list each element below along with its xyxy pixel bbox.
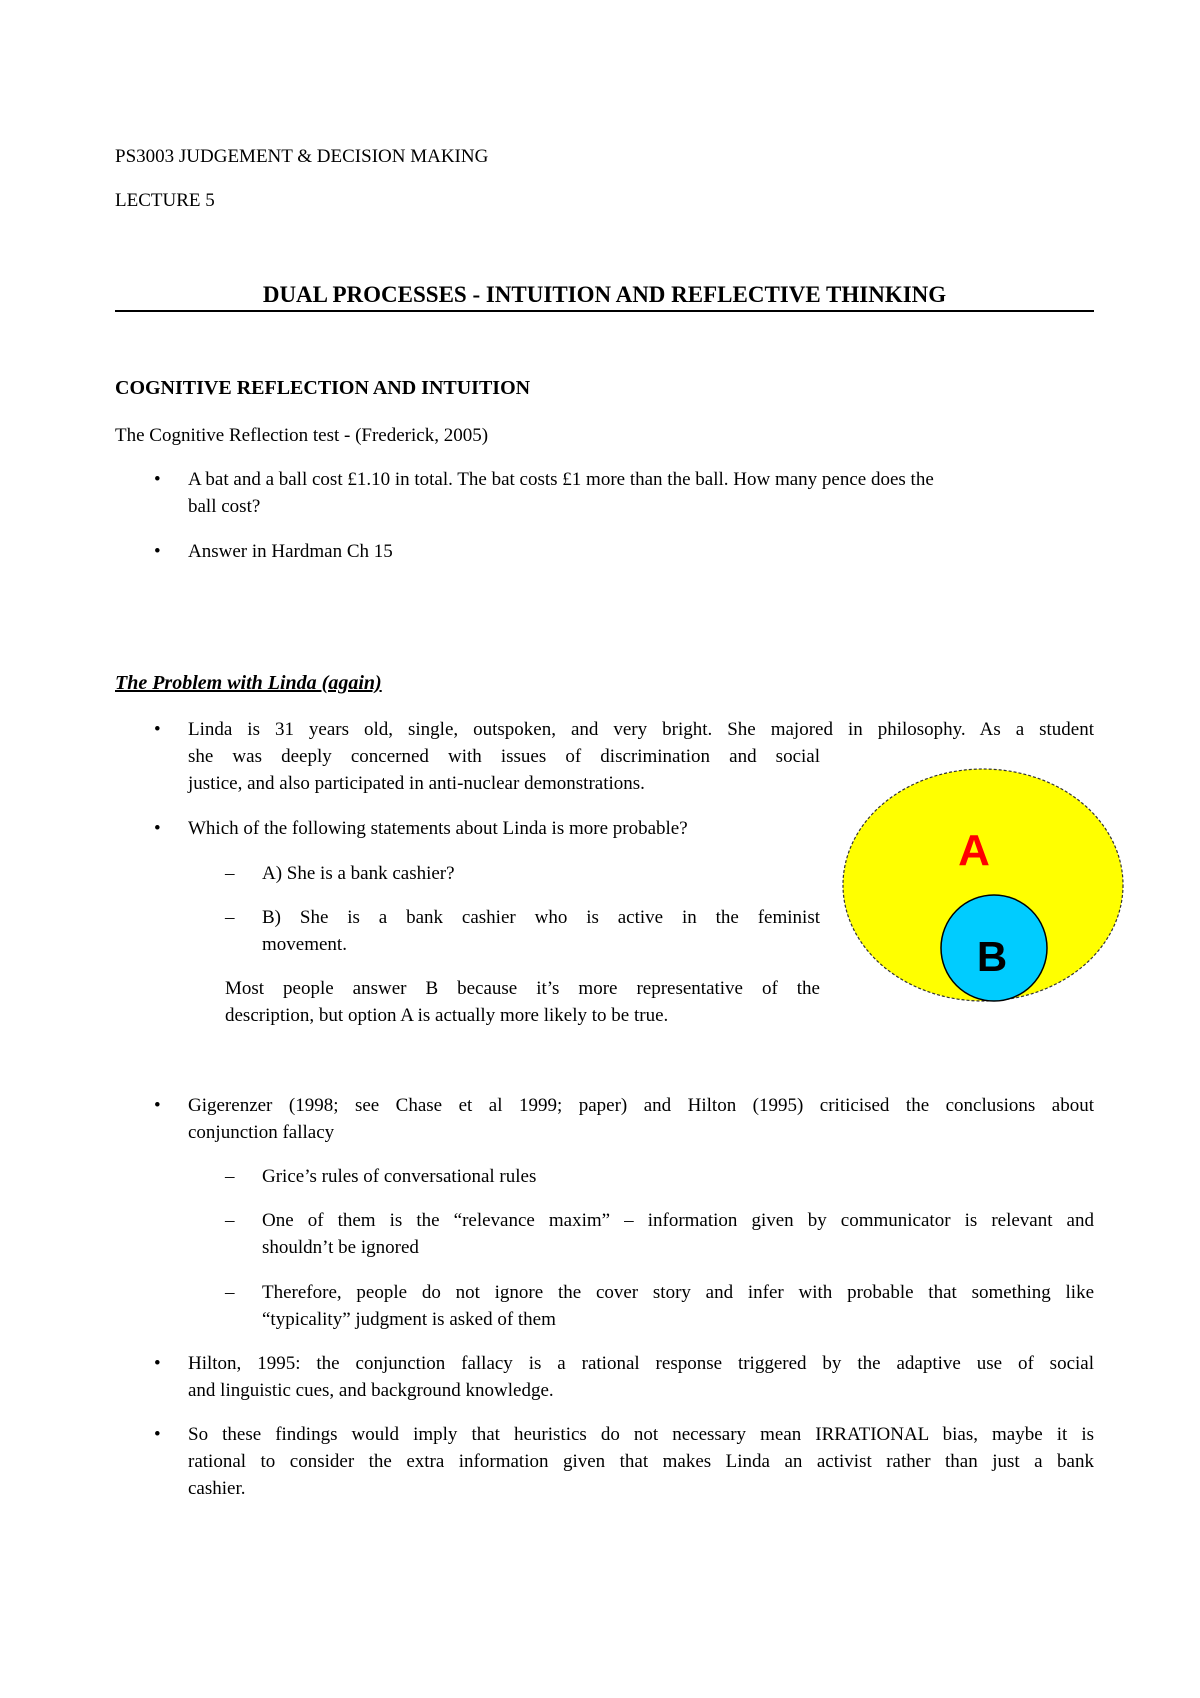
findings-line3: cashier. <box>188 1478 246 1499</box>
option-a: A) She is a bank cashier? <box>262 863 455 884</box>
dash-icon: – <box>225 1282 235 1303</box>
linda-description-line2: she was deeply concerned with issues of discrimination and social <box>188 746 820 767</box>
grice-rules: Grice’s rules of conversational rules <box>262 1166 537 1187</box>
linda-question: Which of the following statements about Linda is more probable? <box>188 818 688 839</box>
bat-ball-line2: ball cost? <box>188 496 261 517</box>
option-b-line1: B) She is a bank cashier who is active in the feminist <box>262 907 820 928</box>
bullet-icon: • <box>154 818 161 839</box>
explanation-line1: Most people answer B because it’s more representative of the <box>225 978 820 999</box>
bullet-icon: • <box>154 541 161 562</box>
section-heading-cognitive: COGNITIVE REFLECTION AND INTUITION <box>115 377 531 399</box>
crt-intro: The Cognitive Reflection test - (Frederick, 2005) <box>115 425 489 446</box>
findings-line2: rational to consider the extra information given that makes Linda an activist rather than just a bank <box>188 1451 1094 1472</box>
cover-story-line1: Therefore, people do not ignore the cover story and infer with probable that something like <box>262 1282 1094 1303</box>
course-title: PS3003 JUDGEMENT & DECISION MAKING <box>115 146 489 167</box>
linda-description-line3: justice, and also participated in anti-nuclear demonstrations. <box>188 773 645 794</box>
venn-diagram <box>840 765 1130 1005</box>
dash-icon: – <box>225 907 235 928</box>
lecture-number: LECTURE 5 <box>115 190 215 211</box>
section-heading-linda: The Problem with Linda (again) <box>115 672 382 694</box>
bullet-icon: • <box>154 1095 161 1116</box>
dash-icon: – <box>225 1166 235 1187</box>
title-underline <box>115 310 1094 312</box>
answer-reference: Answer in Hardman Ch 15 <box>188 541 393 562</box>
bullet-icon: • <box>154 1353 161 1374</box>
findings-line1: So these findings would imply that heuristics do not necessary mean IRRATIONAL bias, maybe it is <box>188 1424 1094 1445</box>
hilton-line2: and linguistic cues, and background knowledge. <box>188 1380 554 1401</box>
dash-icon: – <box>225 863 235 884</box>
linda-description-line1: Linda is 31 years old, single, outspoken, and very bright. She majored in philosophy. As a student <box>188 719 1094 740</box>
bat-ball-line1: A bat and a ball cost £1.10 in total. The bat costs £1 more than the ball. How many pence does the <box>188 469 934 490</box>
option-b-line2: movement. <box>262 934 347 955</box>
gigerenzer-line1: Gigerenzer (1998; see Chase et al 1999; paper) and Hilton (1995) criticised the conclusions about <box>188 1095 1094 1116</box>
gigerenzer-line2: conjunction fallacy <box>188 1122 335 1143</box>
bullet-icon: • <box>154 469 161 490</box>
document-title: DUAL PROCESSES - INTUITION AND REFLECTIVE THINKING <box>262 282 947 307</box>
dash-icon: – <box>225 1210 235 1231</box>
relevance-maxim-line1: One of them is the “relevance maxim” – information given by communicator is relevant and <box>262 1210 1094 1231</box>
hilton-line1: Hilton, 1995: the conjunction fallacy is a rational response triggered by the adaptive use of social <box>188 1353 1094 1374</box>
cover-story-line2: “typicality” judgment is asked of them <box>262 1309 556 1330</box>
venn-label-a: A <box>958 826 990 875</box>
venn-label-b: B <box>976 933 1008 980</box>
bullet-icon: • <box>154 719 161 740</box>
bullet-icon: • <box>154 1424 161 1445</box>
explanation-line2: description, but option A is actually more likely to be true. <box>225 1005 669 1026</box>
relevance-maxim-line2: shouldn’t be ignored <box>262 1237 419 1258</box>
